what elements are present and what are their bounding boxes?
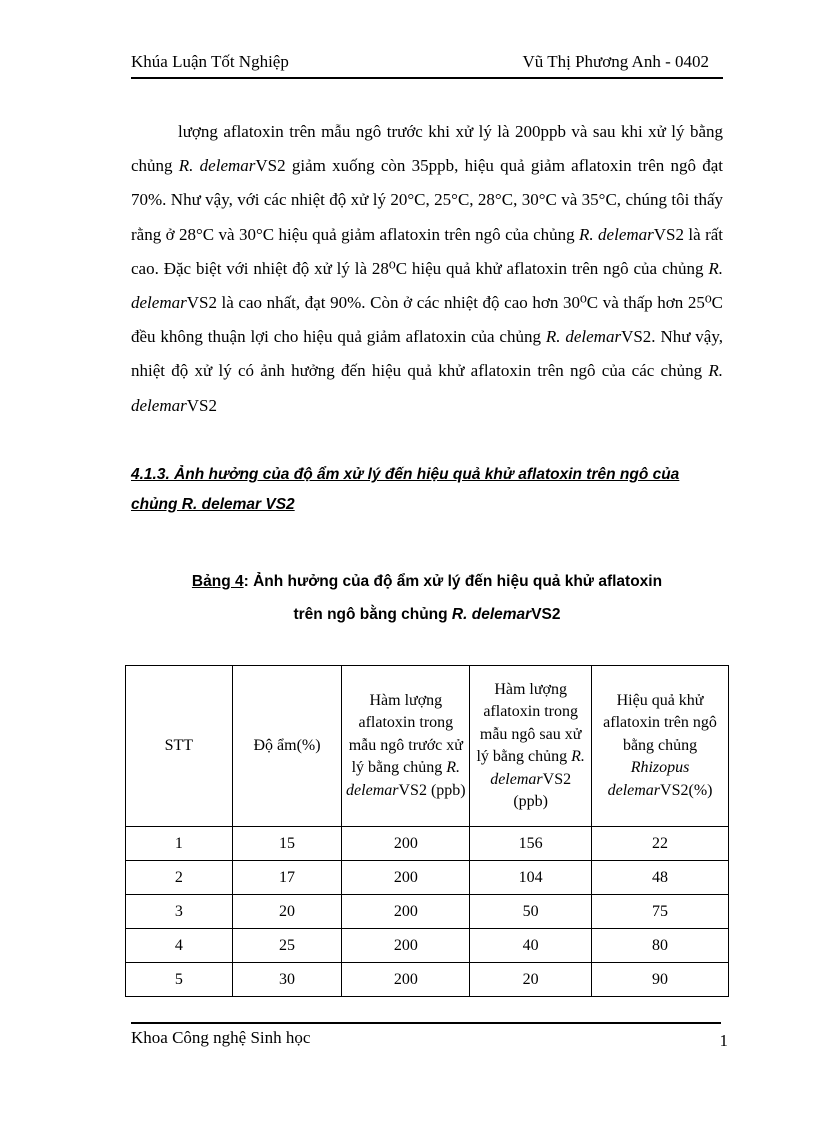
header-after: Hàm lượng aflatoxin trong mẫu ngô sau xử lý bằng chủng R. delemarVS2 (ppb) bbox=[470, 666, 592, 827]
cell-after: 156 bbox=[470, 827, 592, 861]
cell-humidity: 20 bbox=[232, 895, 342, 929]
caption-line-1: Bảng 4: Ảnh hưởng của độ ẩm xử lý đến hiệu quả khử aflatoxin bbox=[191, 573, 663, 590]
section-heading: 4.1.3. Ảnh hưởng của độ ẩm xử lý đến hiệu quả khử aflatoxin trên ngô của chủng R. delemar VS2 bbox=[131, 466, 680, 513]
cell-stt: 3 bbox=[126, 895, 233, 929]
header-divider bbox=[131, 77, 723, 79]
cell-stt: 1 bbox=[126, 827, 233, 861]
caption-label: Bảng 4 bbox=[191, 573, 244, 590]
cell-efficiency: 48 bbox=[592, 861, 729, 895]
cell-efficiency: 80 bbox=[592, 929, 729, 963]
cell-humidity: 15 bbox=[232, 827, 342, 861]
cell-after: 104 bbox=[470, 861, 592, 895]
cell-after: 50 bbox=[470, 895, 592, 929]
cell-before: 200 bbox=[342, 895, 470, 929]
cell-before: 200 bbox=[342, 963, 470, 997]
cell-humidity: 30 bbox=[232, 963, 342, 997]
cell-after: 20 bbox=[470, 963, 592, 997]
table-row bbox=[126, 861, 729, 895]
cell-stt: 2 bbox=[126, 861, 233, 895]
table-caption bbox=[131, 565, 723, 631]
cell-efficiency: 75 bbox=[592, 895, 729, 929]
cell-before: 200 bbox=[342, 861, 470, 895]
caption-line-2: trên ngô bằng chủng R. delemarVS2 bbox=[293, 606, 561, 623]
page-header bbox=[131, 52, 723, 78]
cell-before: 200 bbox=[342, 827, 470, 861]
header-humidity: Độ ẩm(%) bbox=[232, 666, 342, 827]
header-efficiency: Hiệu quả khử aflatoxin trên ngô bằng chủng Rhizopus delemarVS2(%) bbox=[592, 666, 729, 827]
header-thesis-title: Khúa Luận Tốt Nghiệp bbox=[131, 52, 289, 71]
table-row bbox=[126, 827, 729, 861]
table-row bbox=[126, 929, 729, 963]
cell-efficiency: 90 bbox=[592, 963, 729, 997]
table-header-row bbox=[126, 666, 729, 827]
footer-divider bbox=[131, 1022, 721, 1024]
header-author: Vũ Thị Phương Anh - 0402 bbox=[522, 52, 709, 71]
cell-humidity: 17 bbox=[232, 861, 342, 895]
header-before: Hàm lượng aflatoxin trong mẫu ngô trước xử lý bằng chủng R. delemarVS2 (ppb) bbox=[342, 666, 470, 827]
header-stt: STT bbox=[126, 666, 233, 827]
page-number: 1 bbox=[719, 1031, 728, 1050]
paragraph-text: lượng aflatoxin trên mẫu ngô trước khi xử lý là 200ppb và sau khi xử lý bằng chủng R. delemarVS2 giảm xuống còn 35ppb, hiệu quả giảm aflatoxin trên ngô đạt 70%. Như vậy, với các nhiệt độ xử lý 20°C, 25°C, 28°C, 30°C và 35°C, chúng tôi thấy rằng ở 28°C và 30°C hiệu quả giảm aflatoxin trên ngô của chủng R. delemarVS2 là rất cao. Đặc biệt với nhiệt độ xử lý là 28⁰C hiệu quả khử aflatoxin trên ngô của chủng R. delemarVS2 là cao nhất, đạt 90%. Còn ở các nhiệt độ cao hơn 30⁰C và thấp hơn 25⁰C đều không thuận lợi cho hiệu quả giảm aflatoxin của chủng R. delemarVS2. Như vậy, nhiệt độ xử lý có ảnh hưởng đến hiệu quả khử aflatoxin trên ngô của các chủng R. delemarVS2 bbox=[131, 122, 724, 415]
footer-faculty: Khoa Công nghệ Sinh học bbox=[131, 1028, 311, 1047]
table-row bbox=[126, 963, 729, 997]
cell-stt: 5 bbox=[126, 963, 233, 997]
cell-stt: 4 bbox=[126, 929, 233, 963]
cell-humidity: 25 bbox=[232, 929, 342, 963]
results-table bbox=[125, 665, 729, 997]
cell-before: 200 bbox=[342, 929, 470, 963]
cell-efficiency: 22 bbox=[592, 827, 729, 861]
cell-after: 40 bbox=[470, 929, 592, 963]
body-paragraph bbox=[131, 115, 723, 423]
table-row bbox=[126, 895, 729, 929]
